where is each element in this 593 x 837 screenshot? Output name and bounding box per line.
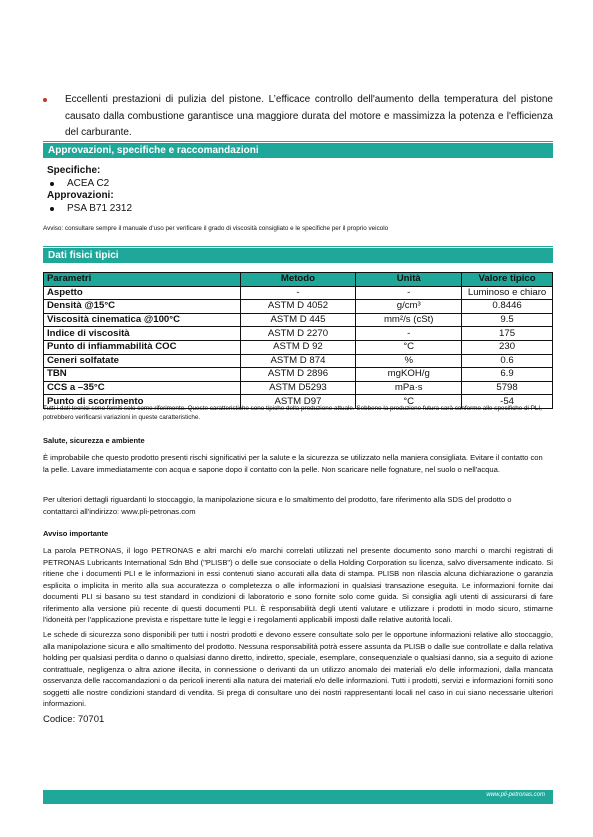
notice-paragraph-1: La parola PETRONAS, il logo PETRONAS e altri marchi e/o marchi correlati utilizzati nel presente documento sono marchi o marchi registrati di PETRONAS Lubricants International Sdn Bhd ("PLISB") o delle sue consociate o della Holding Corporation su licenza, salvo diversamente indicato. Si ritiene che i documenti PLI e le informazioni in essi contenuti siano accurati alla data di stampa. PLISB non rilascia alcuna dichiarazione o garanzia esplicita o implicita in merito alla sua accuratezza o completezza o alle informazioni in qualsiasi transazione eseguita. Le informazioni fornite dai documenti PLI si basano su test standard in condizioni di laboratorio e sono fornite solo come guida. Si consiglia agli utenti di assicurarsi di fare riferimento alla versione più recente di questi documenti PLI. È responsabilità degli utenti valutare e utilizzare i prodotti in modo sicuro, stimarne l'idoneità per l'applicazione prevista e rispettare tutte le leggi e i regolamenti applicabili imposti dalle relative autorità locali. xyxy=(43,546,553,624)
footer-bar xyxy=(43,790,553,804)
table-header-row xyxy=(44,273,553,287)
approval-item: PSA B71 2312 xyxy=(47,203,132,216)
approvals-section-bar: Approvazioni, specifiche e raccomandazioni xyxy=(43,143,553,158)
bullet-dot-icon xyxy=(43,98,47,102)
table-row: Punto di infiammabilità COC ASTM D 92 °C 230 xyxy=(44,340,553,354)
product-code: Codice: 70701 xyxy=(43,714,105,725)
table-row: Indice di viscosità ASTM D 2270 - 175 xyxy=(44,327,553,341)
footer-url[interactable]: www.pli-petronas.com xyxy=(486,792,545,798)
physical-data-table xyxy=(43,272,553,409)
header-unita: Unità xyxy=(356,273,462,287)
safety-heading: Salute, sicurezza e ambiente xyxy=(43,436,145,445)
intro-bullet xyxy=(43,92,553,142)
header-parametri: Parametri xyxy=(44,273,241,287)
physical-data-section-bar: Dati fisici tipici xyxy=(43,248,553,263)
header-valore: Valore tipico xyxy=(462,273,553,287)
bullet-icon xyxy=(50,182,54,186)
notice-heading: Avviso importante xyxy=(43,529,109,538)
table-row: Viscosità cinematica @100°C ASTM D 445 mm²/s (cSt) 9.5 xyxy=(44,313,553,327)
bullet-icon xyxy=(50,207,54,211)
header-metodo: Metodo xyxy=(240,273,356,287)
table-row: TBN ASTM D 2896 mgKOH/g 6.9 xyxy=(44,368,553,382)
approval-heading: Approvazioni: xyxy=(47,190,114,201)
table-footnote: Tutti i dati tecnici sono forniti solo come riferimento. Queste caratteristiche sono tipiche della produzione attuale. Sebbene la produzione futura sarà conforme alle specifiche di PLI, potrebbero verificarsi variazioni in queste caratteristiche. xyxy=(43,405,542,421)
table-row: Aspetto - - Luminoso e chiaro xyxy=(44,286,553,300)
notice-paragraph-2: Le schede di sicurezza sono disponibili per tutti i nostri prodotti e devono essere consultate solo per le opportune informazioni relative allo stoccaggio, alla manipolazione sicura e allo smaltimento del prodotto. Nessuna responsabilità potrà essere assunta da PLISB o dalle sue controllate e dalla relativa holding per qualsiasi perdita o danno o qualsiasi danno diretto, indiretto, speciale, esemplare, consequenziale o qualsiasi danno, sia a seguito di azione contrattuale, negligenza o altra azione illecita, in connessione o derivanti da un utilizzo anomalo dei materiali e/o delle informazioni, dalla mancata osservanza delle raccomandazioni o da pericoli inerenti alla natura dei materiali e/o delle informazioni. Tutti i prodotti, servizi e informazioni forniti sono soggetti alle nostre condizioni standard di vendita. Si prega di consultare uno dei nostri rappresentanti locali nel caso in cui siano necessarie ulteriori informazioni. xyxy=(43,630,553,708)
spec-heading: Specifiche: xyxy=(47,165,101,176)
spec-item: ACEA C2 xyxy=(47,178,132,191)
section-separator xyxy=(43,141,553,142)
intro-bullet-text: Eccellenti prestazioni di pulizia del pistone. L’efficace controllo dell'aumento della temperatura del pistone causato dalla combustione garantisce una maggiore durata del motore e massimizza la potenza e l'efficienza del carburante. xyxy=(65,94,553,138)
safety-paragraph-2: Per ulteriori dettagli riguardanti lo stoccaggio, la manipolazione sicura e lo smaltimento del prodotto, fare riferimento alla SDS del prodotto o contattarci all'indirizzo: www.pli-petronas.com xyxy=(43,495,512,516)
approvals-block xyxy=(47,165,132,215)
table-row: Punto di scorrimento ASTM D97 °C -54 xyxy=(44,395,553,409)
section-separator xyxy=(43,246,553,247)
safety-paragraph-1: È improbabile che questo prodotto presenti rischi significativi per la salute e la sicurezza se utilizzato nella maniera consigliata. Evitare il contatto con la pelle. Lavare immediatamente con acqua e sapone dopo il contatto con la pelle. Non scaricare nelle fognature, nel suolo o nell'acqua. xyxy=(43,453,543,474)
table-row: CCS a –35°C ASTM D5293 mPa·s 5798 xyxy=(44,381,553,395)
viscosity-advice: Avviso: consultare sempre il manuale d'uso per verificare il grado di viscosità consigliato e le specifiche per il proprio veicolo xyxy=(43,225,389,232)
table-row: Densità @15°C ASTM D 4052 g/cm³ 0.8446 xyxy=(44,300,553,314)
table-row: Ceneri solfatate ASTM D 874 % 0.6 xyxy=(44,354,553,368)
